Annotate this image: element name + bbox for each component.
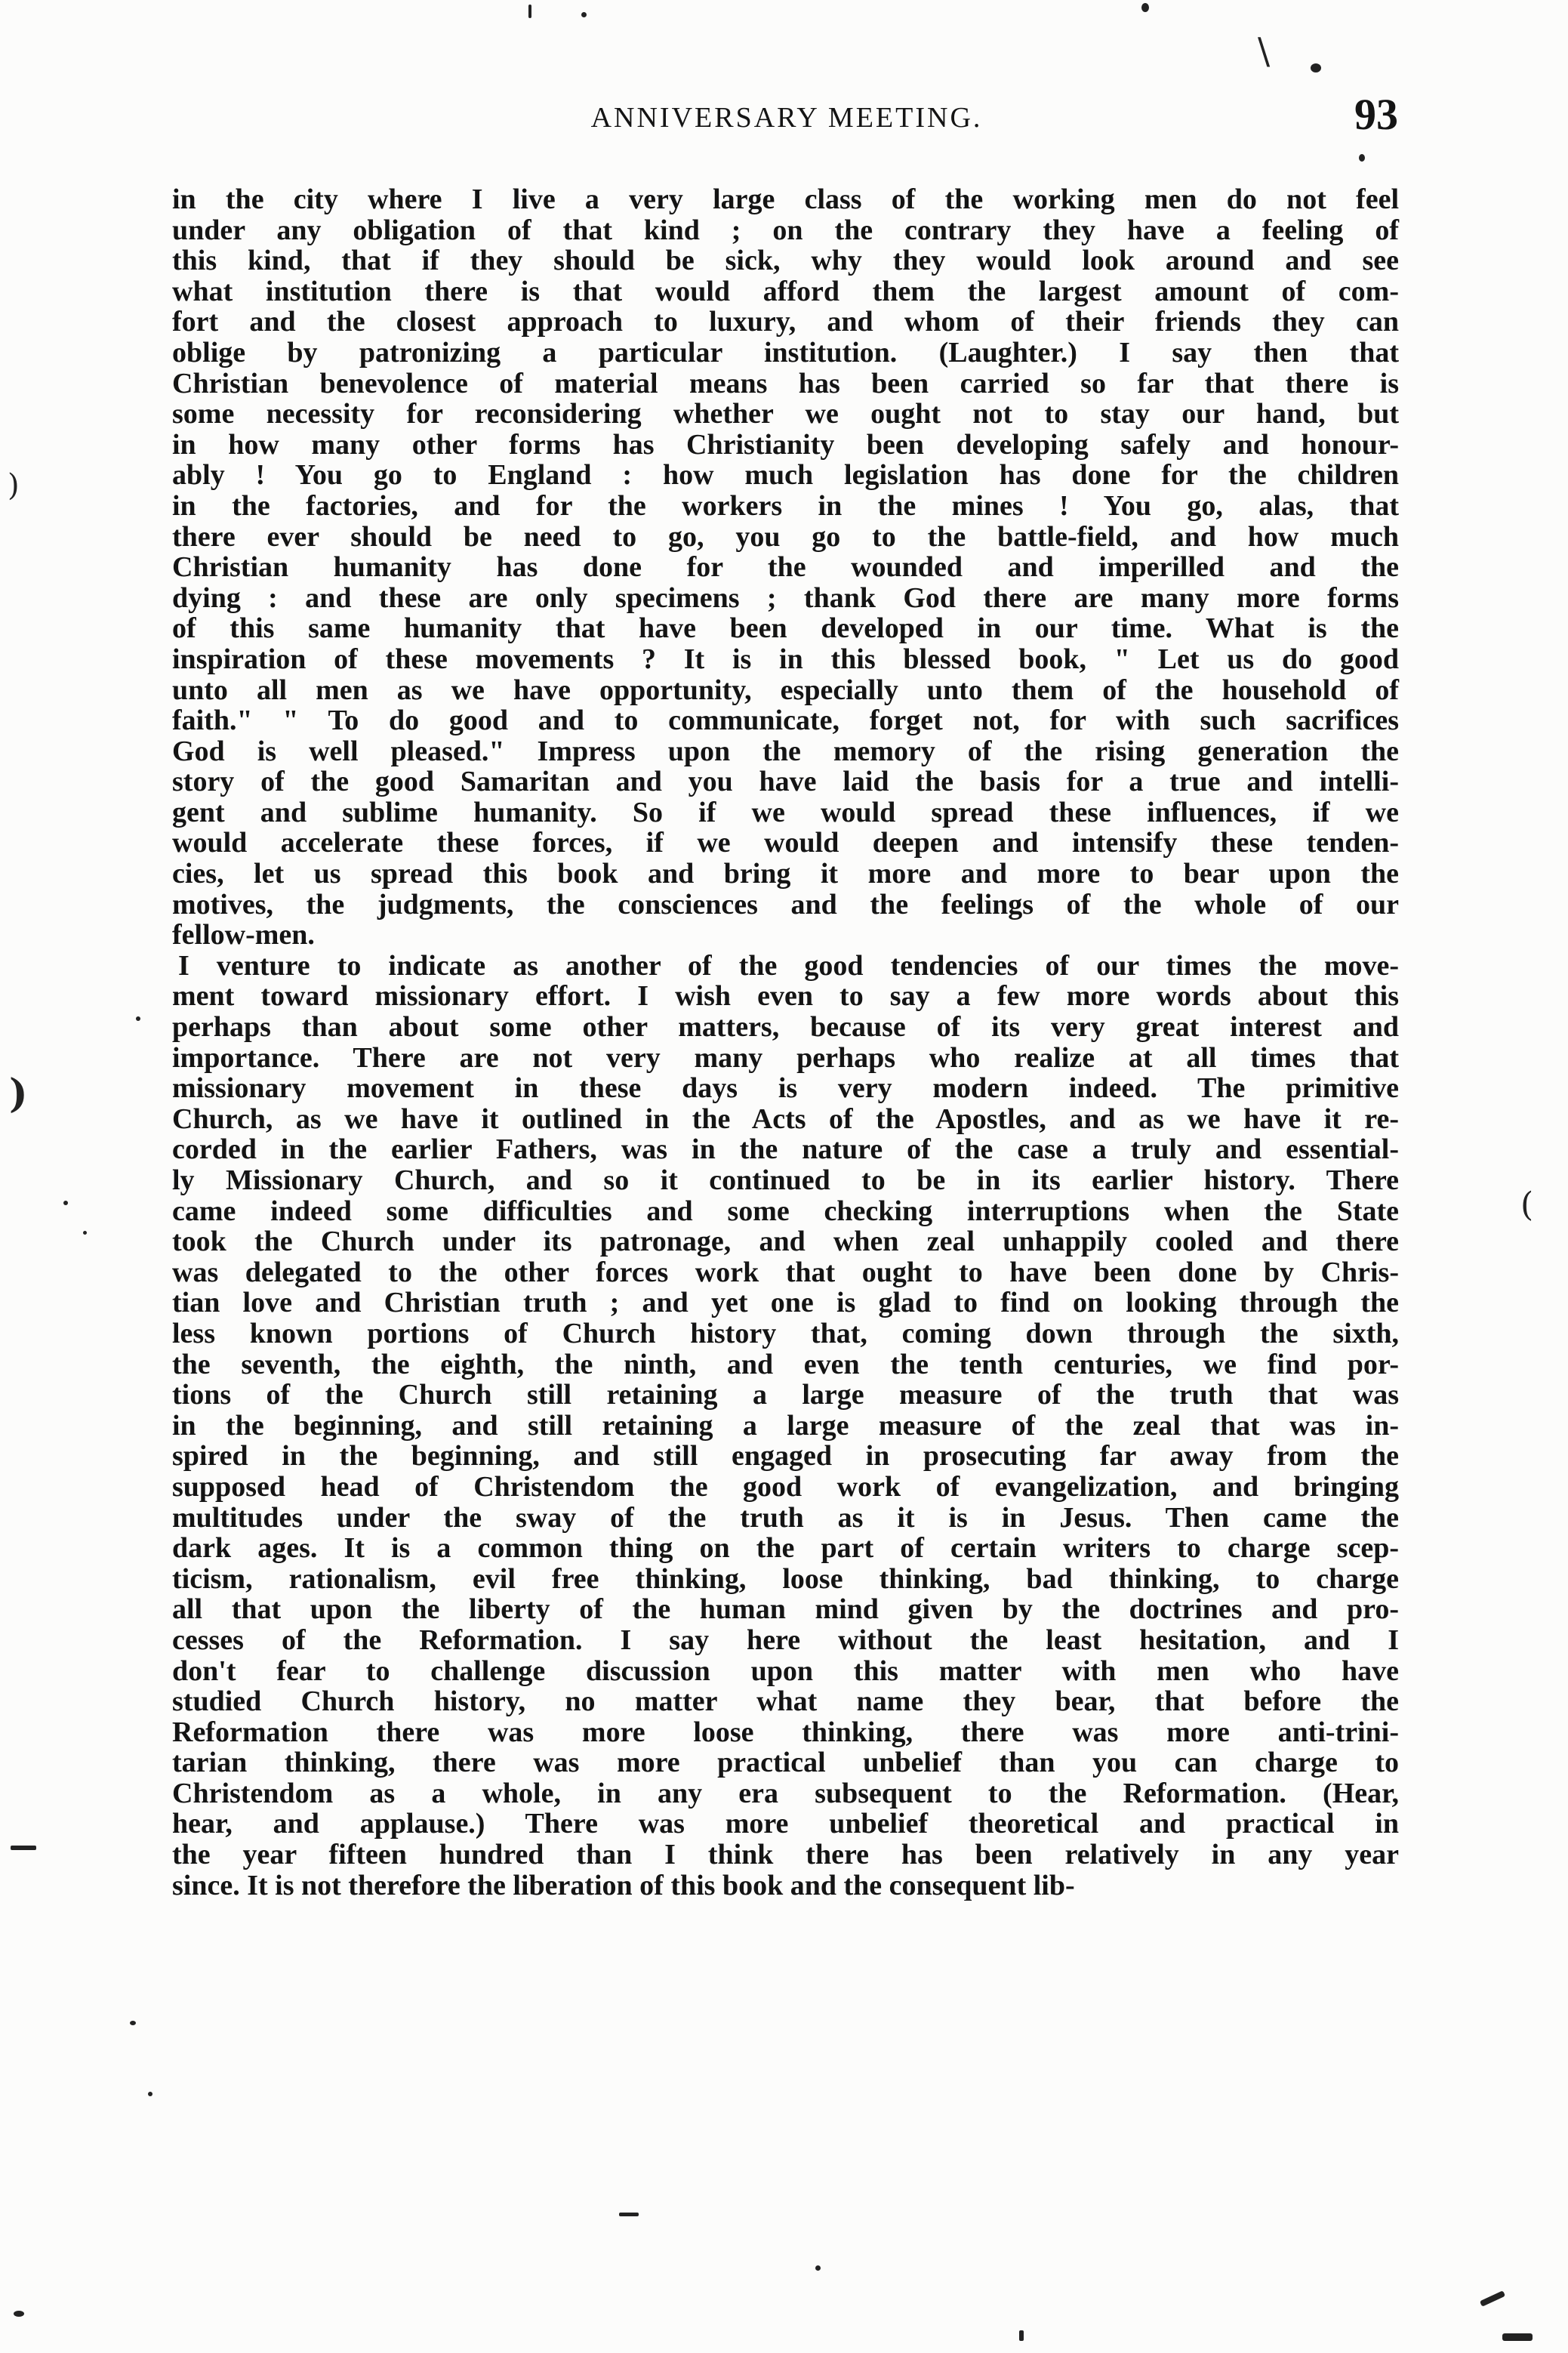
text-line: less known portions of Church history that, coming down through the sixth,: [172, 1317, 1399, 1349]
text-line: motives, the judgments, the consciences and the feelings of the whole of our: [172, 888, 1399, 921]
scan-speck: [136, 1016, 140, 1021]
scan-speck: [815, 2265, 821, 2271]
text-line: perhaps than about some other matters, because of its very great interest and: [172, 1011, 1399, 1044]
text-line: of this same humanity that have been developed in our time. What is the: [172, 612, 1399, 645]
text-line: Christendom as a whole, in any era subsequent to the Reformation. (Hear,: [172, 1777, 1399, 1809]
text-line: ticism, rationalism, evil free thinking, loose thinking, bad thinking, to charge: [172, 1562, 1399, 1595]
text-line: fort and the closest approach to luxury, and whom of their friends they can: [172, 306, 1399, 338]
scan-speck: [619, 2213, 639, 2216]
text-line: hear, and applause.) There was more unbelief theoretical and practical in: [172, 1808, 1399, 1840]
text-line: importance. There are not very many perhaps who realize at all times that: [172, 1041, 1399, 1074]
scan-speck: [581, 12, 587, 17]
text-line: in the beginning, and still retaining a large measure of the zeal that was in-: [172, 1409, 1399, 1442]
text-line: some necessity for reconsidering whether we ought not to stay our hand, but: [172, 398, 1399, 430]
text-line: missionary movement in these days is very modern indeed. The primitive: [172, 1072, 1399, 1105]
text-line: corded in the earlier Fathers, was in the nature of the case a truly and essential-: [172, 1133, 1399, 1166]
text-line: came indeed some difficulties and some checking interruptions when the State: [172, 1195, 1399, 1227]
text-line: faith." " To do good and to communicate, forget not, for with such sacrifices: [172, 705, 1399, 737]
text-line: studied Church history, no matter what name they bear, that before the: [172, 1685, 1399, 1718]
scan-speck: [1141, 3, 1149, 12]
scan-speck: [1019, 2330, 1024, 2341]
text-line: there ever should be need to go, you go to the battle-field, and how much: [172, 520, 1399, 553]
text-line: spired in the beginning, and still engaged in prosecuting far away from the: [172, 1440, 1399, 1473]
scan-speck: [130, 2021, 136, 2025]
text-line: in the city where I live a very large class of the working men do not feel: [172, 183, 1399, 215]
scan-speck: [1502, 2333, 1533, 2341]
text-line: was delegated to the other forces work that ought to have been done by Chris-: [172, 1256, 1399, 1288]
text-line: took the Church under its patronage, and when zeal unhappily cooled and there: [172, 1226, 1399, 1258]
text-line: tian love and Christian truth ; and yet one is glad to find on looking through the: [172, 1287, 1399, 1319]
text-line: since. It is not therefore the liberation of this book and the consequent lib-: [172, 1869, 1075, 1901]
text-line: dark ages. It is a common thing on the part of certain writers to charge scep-: [172, 1532, 1399, 1565]
text-line: Christian humanity has done for the wounded and imperilled and the: [172, 551, 1399, 584]
scan-speck: [528, 5, 531, 18]
text-line: this kind, that if they should be sick, why they would look around and see: [172, 245, 1399, 277]
text-line: unto all men as we have opportunity, especially unto them of the household of: [172, 674, 1399, 706]
text-line: in the factories, and for the workers in the mines ! You go, alas, that: [172, 489, 1399, 522]
text-line: the year fifteen hundred than I think there has been relatively in any year: [172, 1839, 1399, 1871]
text-line: what institution there is that would afford them the largest amount of com-: [172, 275, 1399, 307]
text-line: the seventh, the eighth, the ninth, and even the tenth centuries, we find por-: [172, 1348, 1399, 1380]
text-line: oblige by patronizing a particular institution. (Laughter.) I say then that: [172, 336, 1399, 369]
text-line: ment toward missionary effort. I wish even to say a few more words about this: [172, 980, 1399, 1013]
text-line: I venture to indicate as another of the good tendencies of our times the move-: [178, 949, 1399, 982]
running-head: [175, 89, 1398, 150]
text-line: would accelerate these forces, if we would deepen and intensify these tenden-: [172, 827, 1399, 859]
text-line: cies, let us spread this book and bring it more and more to bear upon the: [172, 858, 1399, 890]
text-line: ably ! You go to England : how much legislation has done for the children: [172, 459, 1399, 492]
text-line: Christian benevolence of material means has been carried so far that there is: [172, 367, 1399, 399]
text-line: God is well pleased." Impress upon the memory of the rising generation the: [172, 735, 1399, 767]
running-title: ANNIVERSARY MEETING.: [590, 102, 983, 134]
text-line: inspiration of these movements ? It is in this blessed book, " Let us do good: [172, 643, 1399, 675]
page-number: 93: [1354, 90, 1398, 139]
scan-mark: ): [9, 1071, 28, 1117]
text-line: in how many other forms has Christianity been developing safely and honour-: [172, 428, 1399, 461]
scan-speck: [1480, 2290, 1505, 2307]
text-line: tarian thinking, there was more practical unbelief than you can charge to: [172, 1747, 1399, 1779]
text-line: multitudes under the sway of the truth as it is in Jesus. Then came the: [172, 1501, 1399, 1534]
body-text: [172, 184, 1399, 1901]
text-line: all that upon the liberty of the human mind given by the doctrines and pro-: [172, 1593, 1399, 1626]
text-line: supposed head of Christendom the good work of evangelization, and bringing: [172, 1470, 1399, 1503]
text-line: story of the good Samaritan and you have laid the basis for a true and intelli-: [172, 766, 1399, 798]
scan-speck: [1311, 63, 1321, 72]
scan-speck: [11, 1846, 36, 1850]
text-line: fellow-men.: [172, 919, 315, 951]
text-line: don't fear to challenge discussion upon this matter with men who have: [172, 1655, 1399, 1687]
scan-speck: [63, 1201, 68, 1205]
text-line: dying : and these are only specimens ; thank God there are many more forms: [172, 581, 1399, 614]
text-line: under any obligation of that kind ; on the contrary they have a feeling of: [172, 214, 1399, 246]
scan-mark: ): [8, 468, 20, 503]
scan-mark: (: [1520, 1186, 1534, 1224]
scan-mark: \: [1258, 30, 1271, 72]
scan-speck: [83, 1231, 87, 1235]
scan-speck: [148, 2092, 152, 2096]
text-line: tions of the Church still retaining a large measure of the truth that was: [172, 1379, 1399, 1411]
text-line: ly Missionary Church, and so it continued to be in its earlier history. There: [172, 1164, 1399, 1196]
text-line: gent and sublime humanity. So if we would spread these influences, if we: [172, 796, 1399, 828]
text-line: Reformation there was more loose thinking, there was more anti-trini-: [172, 1716, 1399, 1748]
scan-speck: [1359, 154, 1365, 162]
scan-speck: [14, 2311, 24, 2317]
text-line: Church, as we have it outlined in the Acts of the Apostles, and as we have it re-: [172, 1102, 1399, 1135]
text-line: cesses of the Reformation. I say here without the least hesitation, and I: [172, 1624, 1399, 1656]
